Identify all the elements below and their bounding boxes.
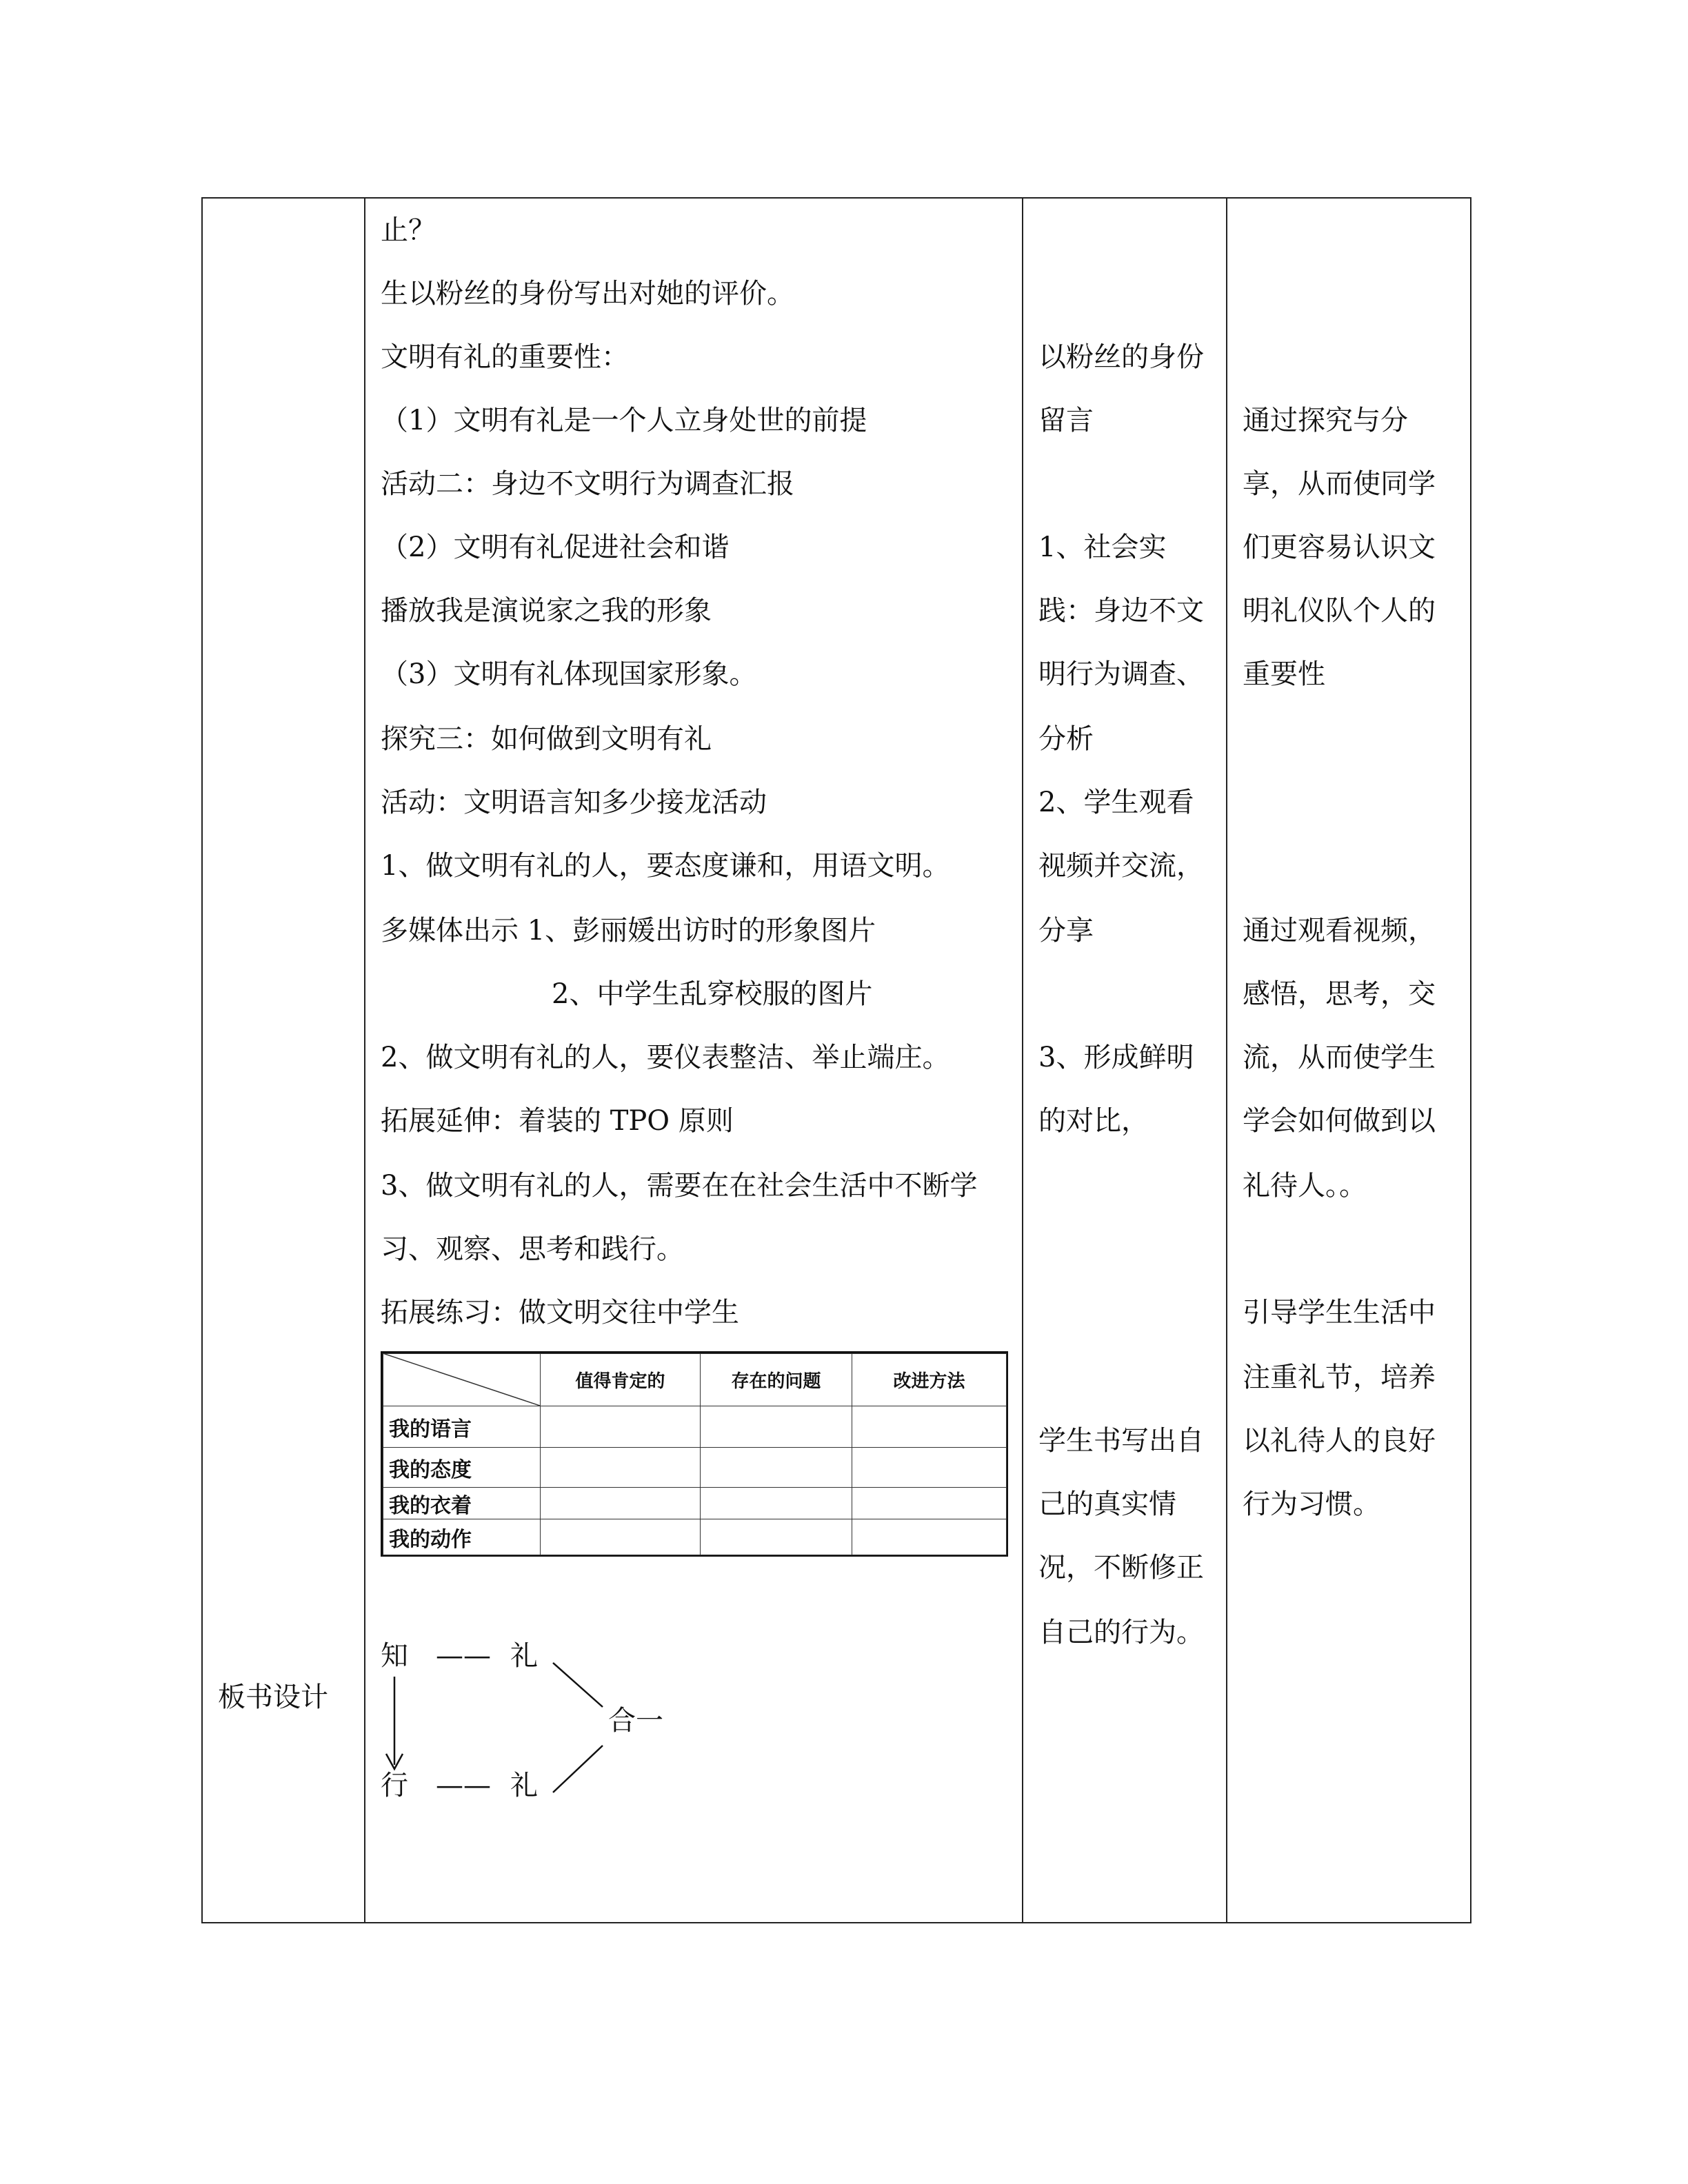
activity-line: 分享 — [1038, 915, 1094, 947]
content-line: 多媒体出示 1、彭丽媛出访时的形象图片 — [381, 915, 876, 947]
content-line: 习、观察、思考和践行。 — [381, 1233, 684, 1265]
board-connector-lines — [372, 1627, 621, 1806]
intent-line: 行为习惯。 — [1243, 1488, 1380, 1520]
row-label: 我的语言 — [383, 1406, 541, 1448]
activity-line: 己的真实情 — [1038, 1488, 1176, 1520]
content-line: （2）文明有礼促进社会和谐 — [381, 532, 730, 563]
activity-line: 3、形成鲜明 — [1038, 1042, 1194, 1073]
activity-line: 2、学生观看 — [1038, 787, 1194, 818]
content-line: 1、做文明有礼的人，要态度谦和，用语文明。 — [381, 850, 950, 882]
table-col-divider-3 — [1226, 197, 1227, 1923]
table-cell — [852, 1448, 1007, 1488]
intent-line: 以礼待人的良好 — [1243, 1425, 1436, 1457]
table-cell — [541, 1519, 701, 1555]
header-cell: 存在的问题 — [701, 1354, 852, 1406]
board-li: 礼 — [510, 1640, 538, 1672]
table-col-divider-1 — [364, 197, 365, 1923]
content-line: 拓展延伸：着装的 TPO 原则 — [381, 1105, 734, 1137]
content-line: 2、中学生乱穿校服的图片 — [552, 978, 873, 1010]
table-cell — [852, 1488, 1007, 1519]
content-line: 探究三：如何做到文明有礼 — [381, 723, 712, 755]
content-line: 3、做文明有礼的人，需要在在社会生活中不断学 — [381, 1170, 978, 1202]
table-cell — [852, 1519, 1007, 1555]
activity-line: 以粉丝的身份 — [1038, 341, 1204, 373]
intent-line: 享，从而使同学 — [1243, 468, 1436, 500]
table-right-border — [1470, 197, 1471, 1923]
intent-line: 流，从而使学生 — [1243, 1042, 1436, 1073]
board-design-label: 板书设计 — [218, 1681, 328, 1713]
board-li: 礼 — [510, 1770, 538, 1801]
header-cell: 改进方法 — [852, 1354, 1007, 1406]
content-line: 活动：文明语言知多少接龙活动 — [381, 787, 767, 818]
activity-line: 践：身边不文 — [1038, 595, 1204, 627]
table-cell — [701, 1519, 852, 1555]
table-top-border — [201, 197, 1471, 199]
table-cell — [701, 1488, 852, 1519]
intent-line: 明礼仪队个人的 — [1243, 595, 1436, 627]
table-cell — [541, 1406, 701, 1448]
board-zhi: 知 — [381, 1640, 408, 1672]
board-heyi: 合一 — [608, 1705, 663, 1737]
table-cell — [701, 1448, 852, 1488]
intent-line: 学会如何做到以 — [1243, 1105, 1436, 1137]
intent-line: 通过探究与分 — [1243, 405, 1408, 436]
table-bottom-border — [201, 1922, 1471, 1923]
content-line: （3）文明有礼体现国家形象。 — [381, 658, 757, 690]
intent-line: 们更容易认识文 — [1243, 532, 1436, 563]
intent-line: 重要性 — [1243, 658, 1325, 690]
lower-connector-line — [553, 1746, 603, 1792]
activity-line: 明行为调查、 — [1038, 658, 1204, 690]
row-label: 我的衣着 — [383, 1488, 541, 1519]
table-cell — [541, 1448, 701, 1488]
activity-line: 学生书写出自 — [1038, 1425, 1204, 1457]
content-line: 止？ — [381, 214, 436, 246]
content-line: （1）文明有礼是一个人立身处世的前提 — [381, 405, 867, 436]
activity-line: 1、社会实 — [1038, 532, 1167, 563]
activity-line: 视频并交流， — [1038, 850, 1204, 882]
intent-line: 注重礼节，培养 — [1243, 1362, 1436, 1393]
content-line: 文明有礼的重要性： — [381, 341, 629, 373]
self-assessment-table — [381, 1351, 1008, 1557]
table-cell — [541, 1488, 701, 1519]
row-label: 我的动作 — [383, 1519, 541, 1555]
content-line: 2、做文明有礼的人，要仪表整洁、举止端庄。 — [381, 1042, 950, 1073]
content-line: 拓展练习：做文明交往中学生 — [381, 1297, 739, 1328]
activity-line: 况，不断修正 — [1038, 1552, 1204, 1584]
board-dash: —— — [436, 1640, 491, 1672]
content-line: 活动二：身边不文明行为调查汇报 — [381, 468, 794, 500]
table-cell — [701, 1406, 852, 1448]
intent-line: 感悟，思考，交 — [1243, 978, 1436, 1010]
intent-line: 通过观看视频， — [1243, 915, 1436, 947]
intent-line: 礼待人。。 — [1243, 1170, 1367, 1202]
table-left-border — [201, 197, 203, 1923]
board-xing: 行 — [381, 1770, 408, 1801]
activity-line: 自己的行为。 — [1038, 1617, 1204, 1648]
header-cell: 值得肯定的 — [541, 1354, 701, 1406]
row-label: 我的态度 — [383, 1448, 541, 1488]
content-line: 生以粉丝的身份写出对她的评价。 — [381, 278, 794, 310]
activity-line: 的对比， — [1038, 1105, 1149, 1137]
table-cell — [852, 1406, 1007, 1448]
content-line: 播放我是演说家之我的形象 — [381, 595, 712, 627]
header-diagonal-line — [383, 1353, 540, 1406]
activity-line: 留言 — [1038, 405, 1094, 436]
upper-connector-line — [553, 1663, 603, 1707]
activity-line: 分析 — [1038, 723, 1094, 755]
table-col-divider-2 — [1022, 197, 1023, 1923]
intent-line: 引导学生生活中 — [1243, 1297, 1436, 1328]
board-dash: —— — [436, 1770, 491, 1801]
